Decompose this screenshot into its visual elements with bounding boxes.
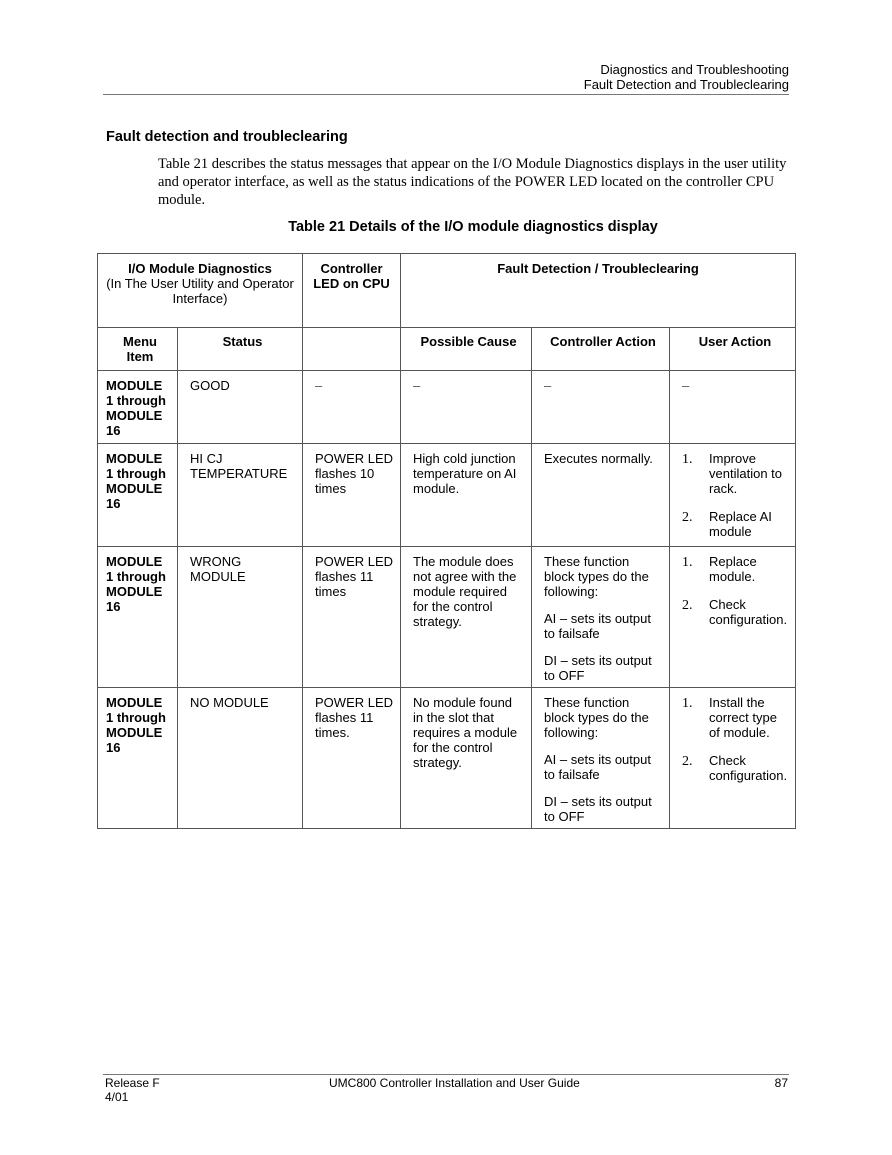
controller-action-line: DI – sets its output to OFF	[544, 653, 652, 683]
table-header-row	[98, 254, 796, 328]
diagnostics-table	[97, 253, 796, 829]
cell-status: WRONG MODULE	[178, 547, 303, 688]
subheader-led	[303, 328, 401, 371]
footer-divider	[103, 1074, 789, 1075]
subheader-user-action: User Action	[670, 328, 796, 371]
list-number: 2.	[682, 598, 693, 613]
cell-possible-cause: The module does not agree with the module required for the control strategy.	[401, 547, 532, 688]
user-action-item	[682, 554, 788, 584]
list-number: 1.	[682, 555, 693, 570]
cell-possible-cause: No module found in the slot that requires a module for the control strategy.	[401, 688, 532, 829]
subheader-controller-action: Controller Action	[532, 328, 670, 371]
list-number: 2.	[682, 754, 693, 769]
cell-user-action	[670, 688, 796, 829]
user-action-list	[682, 554, 788, 627]
cell-led: POWER LED flashes 11 times.	[303, 688, 401, 829]
cell-user-action	[670, 547, 796, 688]
cell-menu-item: MODULE 1 through MODULE 16	[98, 688, 178, 829]
list-number: 2.	[682, 510, 693, 525]
user-action-item	[682, 695, 788, 740]
running-header-chapter: Diagnostics and Troubleshooting	[600, 62, 789, 77]
cell-menu-item: MODULE 1 through MODULE 16	[98, 547, 178, 688]
subheader-menu-item: Menu Item	[98, 328, 178, 371]
cell-led: –	[303, 371, 401, 444]
cell-user-action: –	[670, 371, 796, 444]
user-action-text: Replace module.	[709, 554, 757, 584]
footer-guide-title: UMC800 Controller Installation and User Guide	[329, 1076, 580, 1090]
intro-paragraph: Table 21 describes the status messages that appear on the I/O Module Diagnostics displays in the user utility and operator interface, as well as the status indications of the POWER LED located on the controller CPU module.	[158, 156, 787, 208]
cell-status: GOOD	[178, 371, 303, 444]
cell-controller-action	[532, 371, 670, 444]
cell-led: POWER LED flashes 11 times	[303, 547, 401, 688]
user-action-item	[682, 451, 788, 496]
user-action-text: Install the correct type of module.	[709, 695, 777, 740]
section-title: Fault detection and troubleclearing	[106, 129, 348, 145]
user-action-item	[682, 753, 788, 783]
controller-action-line: AI – sets its output to failsafe	[544, 752, 651, 782]
user-action-item	[682, 509, 788, 539]
table-subheader-row	[98, 328, 796, 371]
header-io-module-title: I/O Module Diagnostics	[128, 261, 272, 276]
header-io-module-diagnostics	[98, 254, 303, 328]
user-action-text: Check configuration.	[709, 597, 788, 627]
footer-release	[105, 1076, 160, 1104]
user-action-text: Improve ventilation to rack.	[709, 451, 783, 496]
cell-status: HI CJ TEMPERATURE	[178, 444, 303, 547]
footer-page-number: 87	[774, 1076, 788, 1090]
cell-controller-action	[532, 547, 670, 688]
cell-led: POWER LED flashes 10 times	[303, 444, 401, 547]
table-row	[98, 444, 796, 547]
user-action-list	[682, 695, 788, 783]
controller-action-line: Executes normally.	[544, 451, 653, 466]
subheader-possible-cause: Possible Cause	[401, 328, 532, 371]
cell-possible-cause: High cold junction temperature on AI module.	[401, 444, 532, 547]
table-row	[98, 688, 796, 829]
cell-menu-item: MODULE 1 through MODULE 16	[98, 371, 178, 444]
list-number: 1.	[682, 696, 693, 711]
table-row	[98, 371, 796, 444]
controller-action-line: DI – sets its output to OFF	[544, 794, 652, 824]
subheader-status: Status	[178, 328, 303, 371]
list-number: 1.	[682, 452, 693, 467]
header-io-module-subtitle: (In The User Utility and Operator Interface)	[106, 276, 294, 306]
table-caption: Table 21 Details of the I/O module diagnostics display	[288, 219, 658, 235]
controller-action-line: AI – sets its output to failsafe	[544, 611, 651, 641]
cell-status: NO MODULE	[178, 688, 303, 829]
cell-possible-cause: –	[401, 371, 532, 444]
footer-release-label: Release F	[105, 1076, 160, 1090]
controller-action-line: –	[544, 378, 552, 393]
table-row	[98, 547, 796, 688]
controller-action-line: These function block types do the following:	[544, 695, 649, 740]
running-header	[103, 62, 789, 95]
controller-action-line: These function block types do the following:	[544, 554, 649, 599]
user-action-list	[682, 451, 788, 539]
user-action-text: Replace AI module	[709, 509, 772, 539]
header-fault-detection: Fault Detection / Troubleclearing	[401, 254, 796, 328]
cell-user-action	[670, 444, 796, 547]
cell-menu-item: MODULE 1 through MODULE 16	[98, 444, 178, 547]
cell-controller-action	[532, 688, 670, 829]
running-header-section: Fault Detection and Troubleclearing	[583, 77, 789, 92]
header-controller-led: Controller LED on CPU	[303, 254, 401, 328]
footer-date: 4/01	[105, 1090, 129, 1104]
cell-controller-action	[532, 444, 670, 547]
user-action-item	[682, 597, 788, 627]
user-action-text: Check configuration.	[709, 753, 788, 783]
